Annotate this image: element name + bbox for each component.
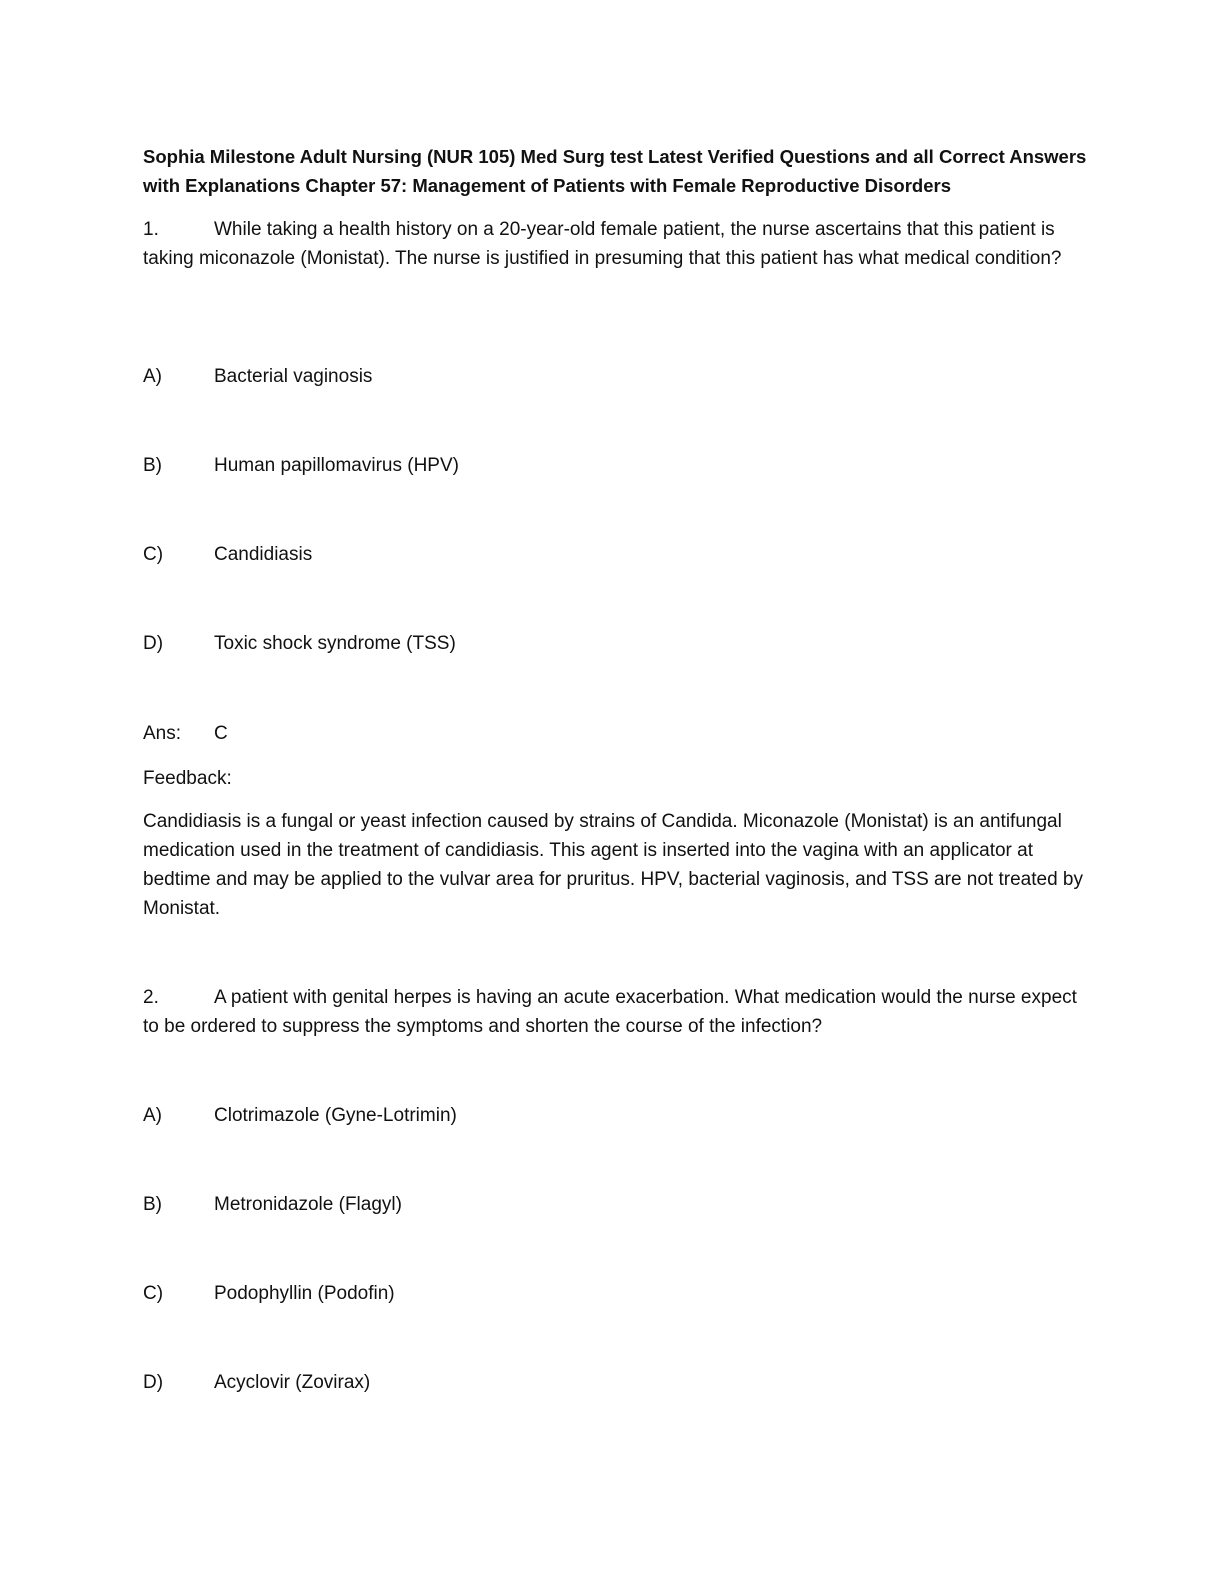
question-1-option-a (143, 362, 372, 391)
option-letter: A) (143, 366, 162, 387)
option-letter: D) (143, 1372, 164, 1393)
question-1-text: While taking a health history on a 20-year-old female patient, the nurse ascertains that this patient is taking miconazole (Monistat). The nurse is justified in presuming that this patient has what medical condition? (143, 219, 1062, 269)
answer-value: C (214, 723, 228, 744)
option-letter: B) (143, 1194, 162, 1215)
question-2-text: A patient with genital herpes is having an acute exacerbation. What medication would the nurse expect to be ordered to suppress the symptoms and shorten the course of the infection? (143, 987, 1077, 1037)
question-2-number: 2. (143, 987, 159, 1008)
question-2-option-a (143, 1101, 457, 1130)
question-1-answer (143, 719, 228, 748)
feedback-label: Feedback: (143, 768, 232, 789)
question-2 (143, 983, 1083, 1041)
option-letter: D) (143, 633, 164, 654)
question-1-feedback: Candidiasis is a fungal or yeast infection caused by strains of Candida. Miconazole (Monistat) is an antifungal medication used in the treatment of candidiasis. This agent is inserted into the vagina with an applicator at bedtime and may be applied to the vulvar area for pruritus. HPV, bacterial vaginosis, and TSS are not treated by Monistat. (143, 811, 1083, 919)
answer-label: Ans: (143, 723, 182, 744)
option-text: Bacterial vaginosis (214, 366, 373, 387)
option-text: Podophyllin (Podofin) (214, 1283, 395, 1304)
option-letter: C) (143, 544, 164, 565)
option-text: Metronidazole (Flagyl) (214, 1194, 402, 1215)
option-text: Clotrimazole (Gyne-Lotrimin) (214, 1105, 457, 1126)
option-letter: A) (143, 1105, 162, 1126)
option-text: Toxic shock syndrome (TSS) (214, 633, 456, 654)
question-2-option-d (143, 1368, 370, 1397)
option-letter: C) (143, 1283, 164, 1304)
document-title: Sophia Milestone Adult Nursing (NUR 105) Med Surg test Latest Verified Questions and all Correct Answers with Explanations Chapter 57: Management of Patients with Female Reproductive Disorders (143, 146, 1087, 196)
question-2-option-c (143, 1279, 395, 1308)
question-1-option-b (143, 451, 459, 480)
question-1 (143, 215, 1083, 273)
option-letter: B) (143, 455, 162, 476)
question-1-option-c (143, 540, 312, 569)
option-text: Human papillomavirus (HPV) (214, 455, 459, 476)
option-text: Candidiasis (214, 544, 313, 565)
option-text: Acyclovir (Zovirax) (214, 1372, 371, 1393)
question-1-option-d (143, 629, 456, 658)
question-2-option-b (143, 1190, 402, 1219)
question-1-number: 1. (143, 219, 159, 240)
